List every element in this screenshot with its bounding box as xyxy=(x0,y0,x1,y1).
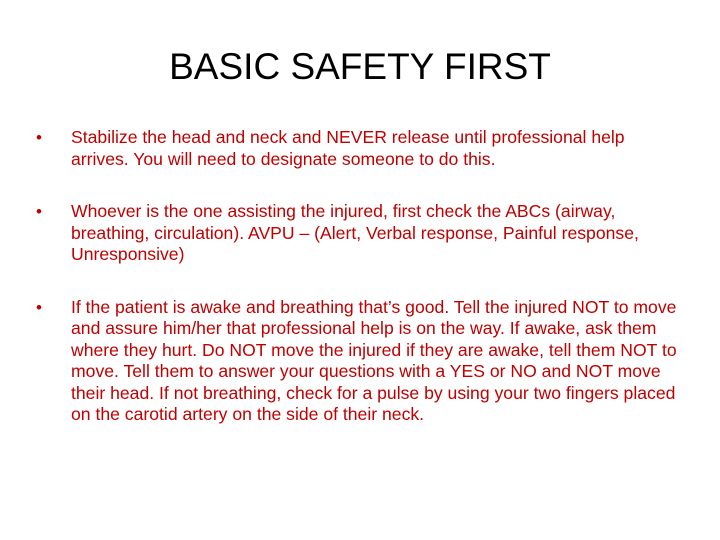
bullet-item xyxy=(36,127,686,170)
bullet-marker: • xyxy=(36,297,42,317)
bullet-text: Whoever is the one assisting the injured, first check the ABCs (airway, breathing, circulation). AVPU – (Alert, Verbal response, Painful response, Unresponsive) xyxy=(71,201,639,264)
bullet-marker: • xyxy=(36,128,42,147)
bullet-item xyxy=(36,201,686,266)
bullet-text: If the patient is awake and breathing that’s good. Tell the injured NOT to move and assure him/her that professional help is on the way. If awake, ask them where they hurt. Do NOT move the injured if they are awake, tell them NOT to move. Tell them to answer your questions with a YES or NO and NOT move their head. If not breathing, check for a pulse by using your two fingers placed on the carotid artery on the side of their neck. xyxy=(71,296,677,424)
bullet-item xyxy=(36,297,686,426)
bullet-text: Stabilize the head and neck and NEVER release until professional help arrives. You will need to designate someone to do this. xyxy=(71,127,625,169)
bullet-list xyxy=(36,127,686,457)
slide-title: BASIC SAFETY FIRST xyxy=(169,46,551,87)
bullet-marker: • xyxy=(36,202,42,221)
